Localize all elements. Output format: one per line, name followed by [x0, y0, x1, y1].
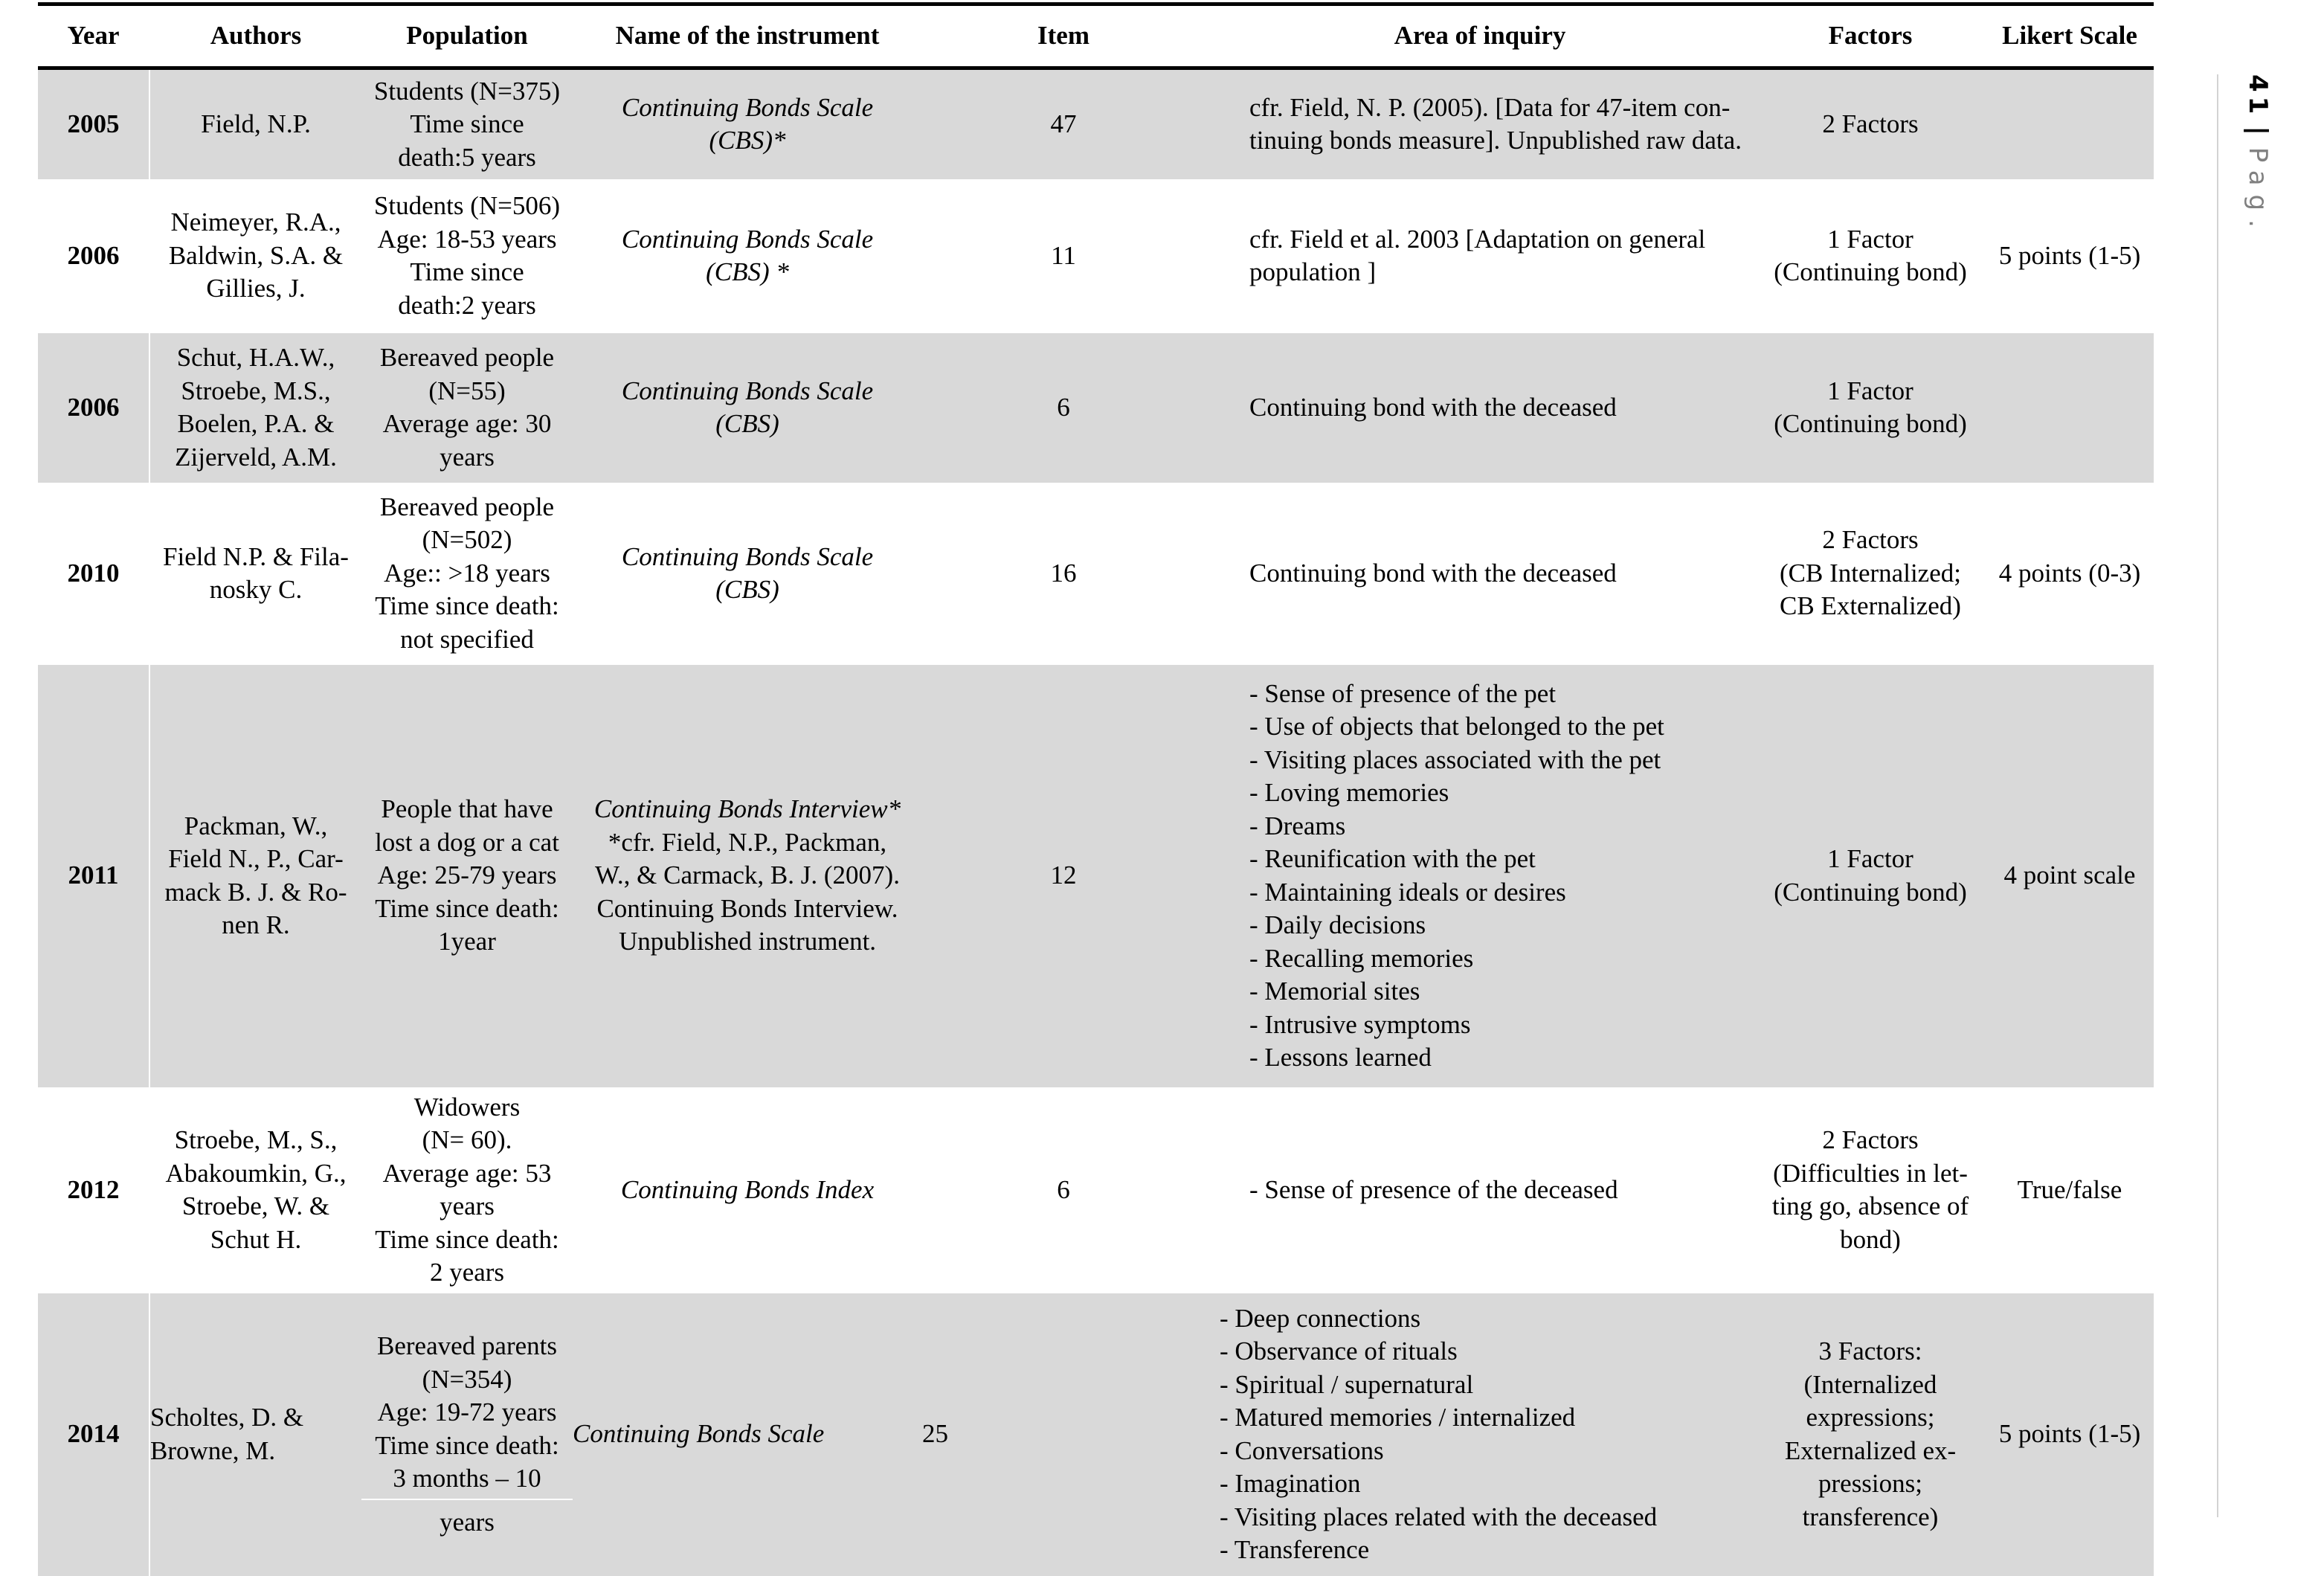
authors-line: nosky C.	[209, 575, 303, 604]
population-line: Time since death:	[375, 1224, 559, 1254]
cell-factors	[1755, 1293, 1986, 1576]
area-line: - Use of objects that belonged to the pet	[1249, 712, 1664, 741]
authors-line: Browne, M.	[150, 1435, 276, 1465]
authors-line: Schut, H.A.W.,	[176, 343, 335, 372]
cell-item: 12	[922, 665, 1205, 1087]
header-item: Item	[922, 4, 1205, 68]
instrument-line: Continuing Bonds Scale	[621, 376, 874, 405]
authors-line: Field N.P. & Fila-	[163, 541, 349, 571]
area-line: - Intrusive symptoms	[1249, 1009, 1471, 1039]
area-line: - Deep connections	[1220, 1303, 1421, 1333]
cell-likert: 5 points (1-5)	[1986, 179, 2154, 333]
page-number-separator: |	[2243, 126, 2273, 140]
authors-line: Field N., P., Car-	[168, 844, 344, 873]
population-line: (N=354)	[422, 1364, 512, 1394]
cell-likert: True/false	[1986, 1087, 2154, 1293]
instrument-line: Continuing Bonds Scale	[573, 1419, 825, 1449]
instrument-note-line: Continuing Bonds Interview.	[596, 893, 898, 923]
instrument-note-line: *cfr. Field, N.P., Packman,	[608, 827, 887, 857]
authors-line: Baldwin, S.A. &	[168, 240, 344, 270]
cell-item: 6	[922, 1087, 1205, 1293]
cell-population	[361, 1087, 573, 1293]
table-row	[38, 1087, 2154, 1293]
area-line: population ]	[1249, 257, 1377, 286]
area-line: cfr. Field et al. 2003 [Adaptation on general	[1249, 224, 1706, 254]
cell-authors	[149, 483, 361, 665]
population-line: Age:: >18 years	[384, 558, 550, 588]
population-line: Students (N=506)	[373, 191, 561, 220]
authors-line: Scholtes, D. &	[150, 1403, 304, 1432]
cell-area	[1205, 333, 1755, 483]
cell-area	[1205, 1087, 1755, 1293]
population-line: (N= 60).	[422, 1125, 512, 1154]
area-line: - Spiritual / supernatural	[1220, 1369, 1474, 1399]
population-line: Time since	[410, 109, 524, 138]
cell-likert	[1986, 68, 2154, 179]
authors-line: Neimeyer, R.A.,	[170, 208, 341, 237]
table-row	[38, 665, 2154, 1087]
factors-line: (CB Internalized;	[1780, 558, 1961, 588]
authors-line: Schut H.	[210, 1224, 302, 1254]
header-likert: Likert Scale	[1986, 4, 2154, 68]
authors-line: Stroebe, M.S.,	[181, 376, 331, 405]
table-row	[38, 333, 2154, 483]
area-line: - Imagination	[1220, 1469, 1361, 1498]
factors-line: 2 Factors	[1822, 1125, 1919, 1154]
instrument-line: (CBS)*	[709, 126, 786, 155]
authors-line: Abakoumkin, G.,	[165, 1158, 347, 1188]
area-line: - Lessons learned	[1249, 1043, 1432, 1072]
page-margin-rule	[2217, 74, 2218, 1517]
population-line: Age: 18-53 years	[377, 224, 557, 254]
population-line: not specified	[400, 624, 534, 654]
factors-line: Externalized ex-	[1784, 1435, 1957, 1465]
table-row	[38, 68, 2154, 179]
population-line: death:5 years	[398, 142, 536, 172]
authors-line: Zijerveld, A.M.	[175, 442, 337, 472]
population-line: 1year	[438, 927, 496, 956]
population-line: death:2 years	[398, 290, 536, 320]
population-line: Time since death:	[375, 1430, 559, 1460]
factors-line: 1 Factor	[1827, 224, 1913, 254]
instrument-note-line: Unpublished instrument.	[618, 927, 877, 956]
population-line: years	[440, 442, 495, 472]
population-line: People that have	[381, 794, 553, 824]
cell-authors	[149, 179, 361, 333]
continuing-bonds-instruments-table	[38, 2, 2154, 1576]
cell-population	[361, 68, 573, 179]
area-line: Continuing bond with the deceased	[1249, 558, 1617, 588]
cell-instrument	[573, 1087, 922, 1293]
instrument-line: Continuing Bonds Scale	[621, 224, 874, 254]
population-line: (N=502)	[422, 525, 512, 555]
area-line: cfr. Field, N. P. (2005). [Data for 47-item con-	[1249, 92, 1731, 122]
area-line: - Recalling memories	[1249, 943, 1474, 973]
cell-area	[1205, 179, 1755, 333]
cell-authors	[149, 68, 361, 179]
authors-line: Field, N.P.	[201, 109, 311, 138]
header-area: Area of inquiry	[1205, 4, 1755, 68]
population-line: 3 months – 10	[361, 1462, 573, 1500]
population-line: Average age: 53	[382, 1158, 552, 1188]
population-line: Time since death:	[375, 591, 559, 621]
cell-item: 6	[922, 333, 1205, 483]
cell-factors	[1755, 665, 1986, 1087]
factors-line: 3 Factors:	[1818, 1337, 1922, 1366]
area-line: - Visiting places associated with the pet	[1249, 744, 1661, 774]
cell-instrument	[573, 483, 922, 665]
cell-year: 2012	[38, 1087, 149, 1293]
instrument-line: (CBS) *	[706, 257, 789, 286]
page-label: Pag.	[2243, 147, 2273, 237]
area-line: - Visiting places related with the deceased	[1220, 1502, 1658, 1531]
population-line: Bereaved people	[379, 492, 555, 521]
population-line: Widowers	[413, 1092, 521, 1122]
area-line: - Observance of rituals	[1220, 1337, 1458, 1366]
factors-line: pressions;	[1818, 1469, 1922, 1498]
population-line: Time since	[410, 257, 524, 286]
cell-year: 2006	[38, 333, 149, 483]
instrument-line: Continuing Bonds Scale	[621, 541, 874, 571]
factors-line: bond)	[1840, 1224, 1901, 1254]
area-line: - Maintaining ideals or desires	[1249, 877, 1566, 907]
cell-year: 2011	[38, 665, 149, 1087]
cell-instrument	[573, 179, 922, 333]
cell-area	[1205, 68, 1755, 179]
cell-likert: 4 point scale	[1986, 665, 2154, 1087]
cell-authors	[149, 1293, 361, 1576]
cell-item: 47	[922, 68, 1205, 179]
factors-line: (Difficulties in let-	[1773, 1158, 1968, 1188]
instrument-line: (CBS)	[715, 575, 779, 604]
cell-authors	[149, 333, 361, 483]
instrument-line: Continuing Bonds Index	[620, 1174, 875, 1204]
table-row	[38, 179, 2154, 333]
area-line: - Dreams	[1249, 811, 1346, 840]
cell-area	[1205, 665, 1755, 1087]
factors-line: (Internalized	[1803, 1369, 1937, 1399]
cell-authors	[149, 1087, 361, 1293]
page-number: 41	[2243, 74, 2273, 119]
area-line: - Sense of presence of the deceased	[1249, 1174, 1618, 1204]
cell-year: 2006	[38, 179, 149, 333]
area-line: - Conversations	[1220, 1435, 1384, 1465]
cell-instrument	[573, 333, 922, 483]
population-line: (N=55)	[428, 376, 506, 405]
cell-instrument	[573, 665, 922, 1087]
factors-line: 1 Factor	[1827, 844, 1913, 873]
area-line: - Matured memories / internalized	[1220, 1403, 1576, 1432]
area-line: - Loving memories	[1249, 778, 1449, 807]
cell-item: 11	[922, 179, 1205, 333]
area-line: - Memorial sites	[1249, 977, 1420, 1006]
factors-line: CB Externalized)	[1780, 591, 1961, 621]
factors-line: (Continuing bond)	[1774, 409, 1967, 438]
header-year: Year	[38, 4, 149, 68]
factors-line: 1 Factor	[1827, 376, 1913, 405]
cell-instrument	[573, 1293, 922, 1576]
table-row	[38, 483, 2154, 665]
cell-population	[361, 333, 573, 483]
instrument-line: Continuing Bonds Scale	[621, 92, 874, 122]
cell-likert	[1986, 333, 2154, 483]
authors-line: nen R.	[222, 910, 290, 939]
cell-factors	[1755, 179, 1986, 333]
population-line: Bereaved parents	[377, 1331, 557, 1360]
factors-line: (Continuing bond)	[1774, 257, 1967, 286]
page-number-label	[2243, 74, 2273, 237]
population-line: Bereaved people	[379, 343, 555, 372]
population-line: 2 years	[429, 1258, 505, 1287]
cell-item: 16	[922, 483, 1205, 665]
cell-year: 2005	[38, 68, 149, 179]
cell-factors	[1755, 333, 1986, 483]
factors-line: expressions;	[1806, 1403, 1935, 1432]
cell-authors	[149, 665, 361, 1087]
factors-line: transference)	[1802, 1502, 1939, 1531]
cell-likert: 4 points (0-3)	[1986, 483, 2154, 665]
header-factors: Factors	[1755, 4, 1986, 68]
area-line: - Daily decisions	[1249, 910, 1426, 939]
authors-line: Boelen, P.A. &	[177, 409, 335, 438]
table-row	[38, 1293, 2154, 1576]
factors-line: (Continuing bond)	[1774, 877, 1967, 907]
cell-year: 2014	[38, 1293, 149, 1576]
cell-year: 2010	[38, 483, 149, 665]
cell-factors	[1755, 483, 1986, 665]
area-line: - Sense of presence of the pet	[1249, 678, 1557, 708]
header-population: Population	[361, 4, 573, 68]
cell-population	[361, 483, 573, 665]
instrument-line: Continuing Bonds Interview*	[593, 794, 901, 824]
cell-population	[361, 665, 573, 1087]
authors-line: Packman, W.,	[184, 811, 328, 840]
population-line: Students (N=375)	[373, 76, 561, 106]
instrument-line: (CBS)	[715, 409, 779, 438]
cell-item: 25	[922, 1293, 1205, 1576]
cell-factors	[1755, 1087, 1986, 1293]
header-row	[38, 4, 2154, 68]
header-instrument: Name of the instrument	[573, 4, 922, 68]
population-line: lost a dog or a cat	[375, 827, 559, 857]
header-authors: Authors	[149, 4, 361, 68]
cell-factors	[1755, 68, 1986, 179]
authors-line: Stroebe, W. &	[181, 1191, 330, 1220]
population-line: Age: 25-79 years	[377, 861, 557, 890]
instrument-note-line: W., & Carmack, B. J. (2007).	[595, 861, 900, 890]
factors-line: 2 Factors	[1822, 109, 1919, 138]
cell-area	[1205, 1293, 1755, 1576]
factors-line: ting go, absence of	[1771, 1191, 1969, 1220]
population-line: years	[440, 1507, 495, 1537]
population-line: Time since death:	[375, 893, 559, 923]
authors-line: Gillies, J.	[206, 274, 306, 303]
factors-line: 2 Factors	[1822, 525, 1919, 555]
cell-likert: 5 points (1-5)	[1986, 1293, 2154, 1576]
cell-area	[1205, 483, 1755, 665]
population-line: Average age: 30	[382, 409, 552, 438]
population-line: years	[440, 1191, 495, 1220]
population-line: Age: 19-72 years	[377, 1398, 557, 1427]
area-line: Continuing bond with the deceased	[1249, 392, 1617, 422]
authors-line: mack B. J. & Ro-	[164, 877, 347, 907]
area-line: - Transference	[1220, 1535, 1370, 1564]
cell-instrument	[573, 68, 922, 179]
cell-population	[361, 179, 573, 333]
area-line: - Reunification with the pet	[1249, 844, 1536, 873]
area-line: tinuing bonds measure]. Unpublished raw data.	[1249, 126, 1742, 155]
authors-line: Stroebe, M., S.,	[174, 1125, 338, 1154]
cell-population	[361, 1293, 573, 1576]
